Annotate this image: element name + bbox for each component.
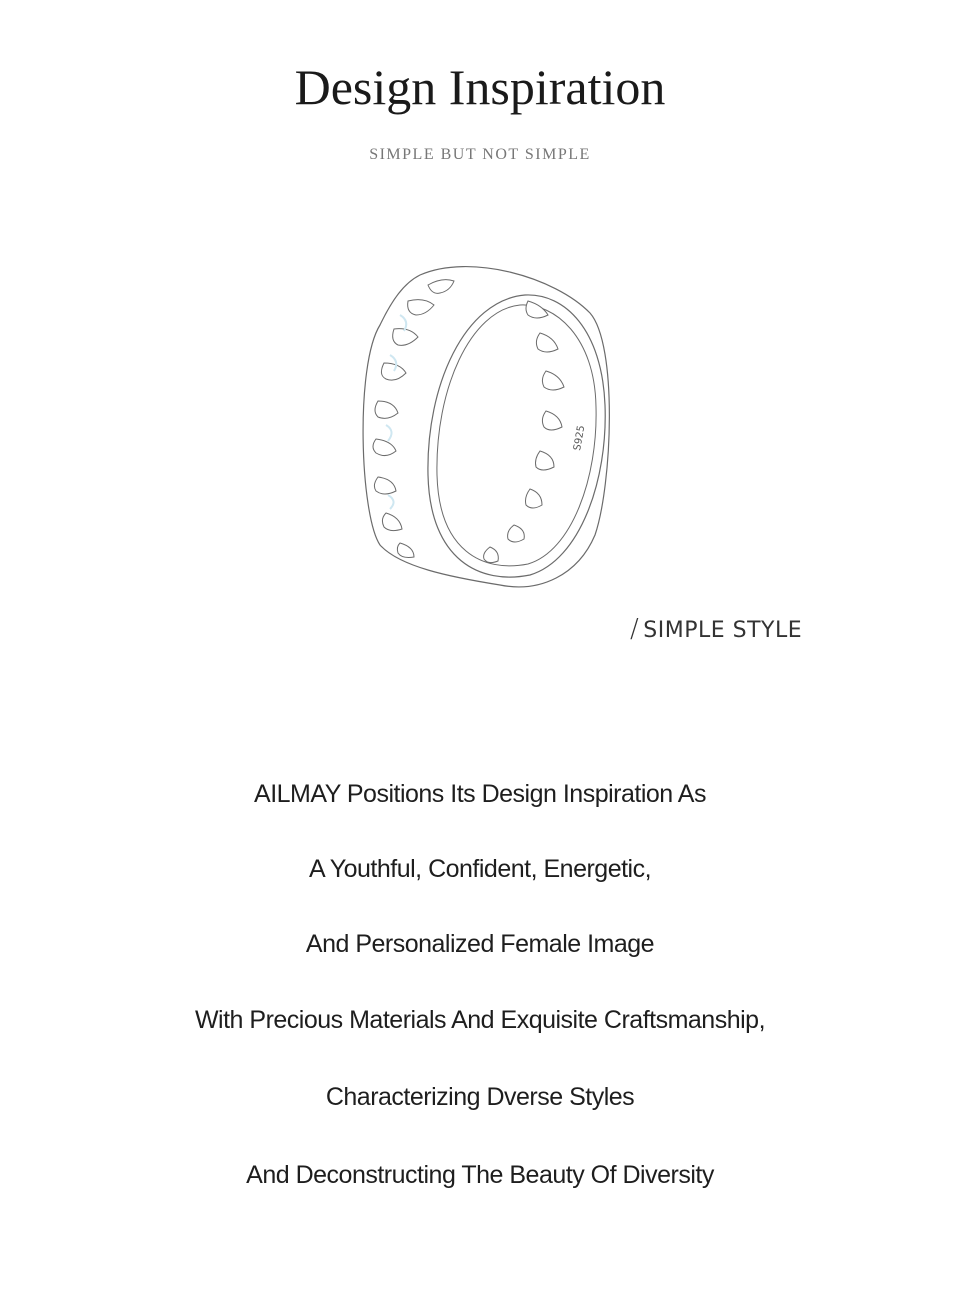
ring-drawing	[340, 255, 630, 600]
description-line: With Precious Materials And Exquisite Craftsmanship,	[194, 1006, 766, 1034]
ring-illustration	[340, 255, 630, 600]
style-tag-label: SIMPLE STYLE	[643, 618, 803, 643]
style-tag-slash: /	[630, 614, 640, 644]
description-line: A Youthful, Confident, Energetic,	[308, 855, 652, 883]
description-line: And Deconstructing The Beauty Of Diversity	[246, 1161, 714, 1189]
description-line: Characterizing Dverse Styles	[325, 1083, 635, 1111]
description-line: And Personalized Female Image	[305, 930, 655, 958]
page-title: Design Inspiration	[294, 59, 666, 115]
description-line: AILMAY Positions Its Design Inspiration As	[254, 780, 706, 808]
style-tag	[630, 614, 802, 644]
page-subtitle: SIMPLE BUT NOT SIMPLE	[369, 146, 591, 163]
engraving-text: S925	[572, 424, 588, 452]
